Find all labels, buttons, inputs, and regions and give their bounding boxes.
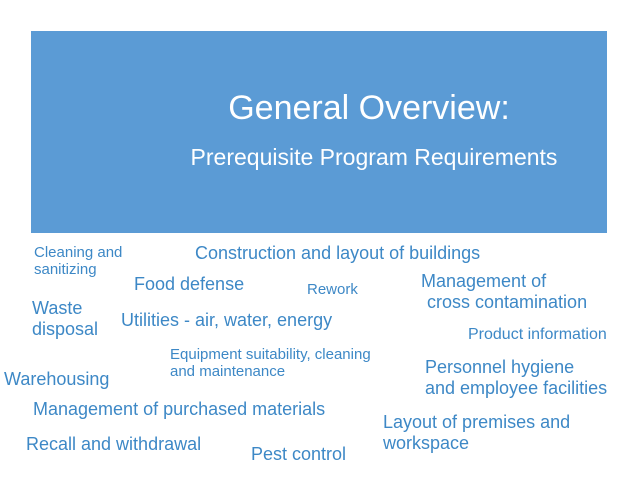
- topic-cleaning-line1: Cleaning and: [34, 244, 123, 261]
- topic-personnel-line2: and employee facilities: [425, 377, 608, 398]
- title-banner: [31, 31, 607, 233]
- topic-warehousing: Warehousing: [4, 369, 110, 389]
- topic-cross-contamination: [421, 271, 587, 312]
- topic-recall: Recall and withdrawal: [26, 434, 202, 454]
- slide-title: General Overview:: [228, 89, 510, 127]
- topic-equipment: [170, 346, 371, 381]
- topic-food-defense: Food defense: [134, 274, 245, 294]
- topic-purchased-materials: Management of purchased materials: [33, 399, 326, 419]
- topic-utilities: Utilities - air, water, energy: [121, 310, 333, 330]
- topic-equipment-line1: Equipment suitability, cleaning: [170, 346, 371, 363]
- topic-personnel-line1: Personnel hygiene: [425, 357, 575, 377]
- topic-waste: [32, 298, 98, 339]
- topic-cross-line2: cross contamination: [427, 291, 588, 312]
- topic-cleaning: [34, 244, 122, 279]
- topic-layout-premises: [383, 412, 570, 453]
- topic-personnel: [425, 357, 607, 398]
- slide-subtitle: Prerequisite Program Requirements: [190, 144, 558, 170]
- topic-pest-control: Pest control: [251, 444, 347, 464]
- topic-product-information: Product information: [468, 326, 607, 343]
- topic-waste-line1: Waste: [32, 298, 83, 318]
- topic-cross-line1: Management of: [421, 271, 547, 291]
- topic-equipment-line2: and maintenance: [170, 363, 286, 381]
- topic-layout-line2: workspace: [383, 432, 470, 453]
- topic-construction: Construction and layout of buildings: [195, 243, 481, 263]
- topic-layout-line1: Layout of premises and: [383, 412, 571, 432]
- topic-waste-line2: disposal: [32, 318, 99, 339]
- topic-rework: Rework: [307, 281, 358, 298]
- topic-cleaning-line2: sanitizing: [34, 261, 97, 279]
